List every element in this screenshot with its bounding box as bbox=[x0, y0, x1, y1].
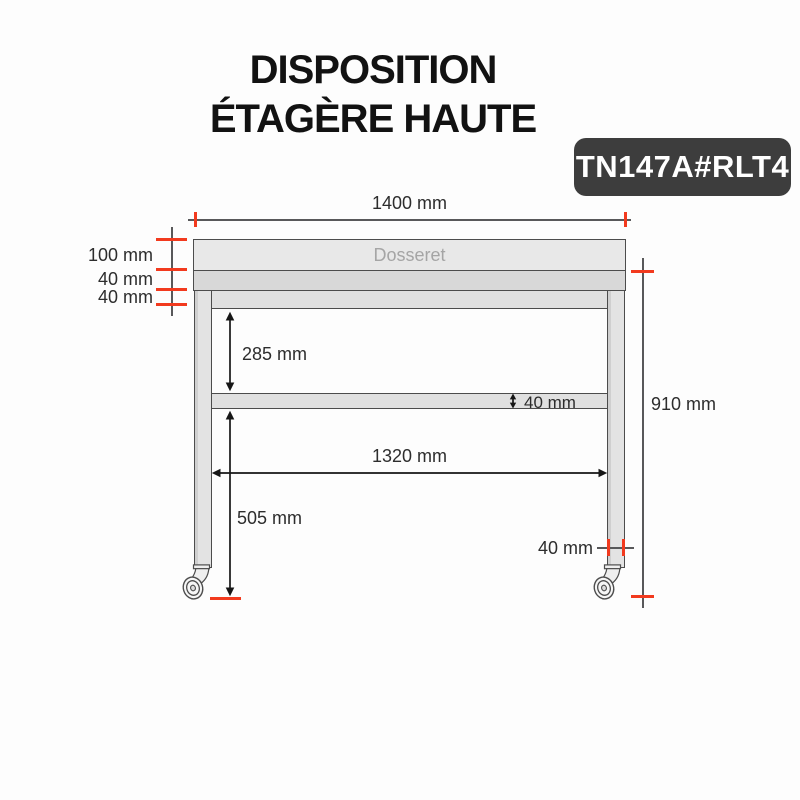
caster-wheel-icon bbox=[591, 564, 625, 601]
dim-label-dosseret-height: 100 mm bbox=[87, 245, 153, 265]
caster-wheel-icon bbox=[180, 564, 214, 601]
product-code: TN147A#RLT4 bbox=[575, 149, 790, 184]
dim-label-overall-height: 910 mm bbox=[651, 394, 717, 414]
dim-tick bbox=[156, 238, 187, 241]
page-title-line2: ÉTAGÈRE HAUTE bbox=[209, 97, 537, 141]
product-code-badge bbox=[574, 138, 791, 196]
dim-arrow-shelf-thickness bbox=[505, 393, 521, 409]
dim-label-frame-thickness: 40 mm bbox=[97, 287, 153, 307]
table-leg-left bbox=[194, 290, 212, 568]
dim-line-overall-width bbox=[188, 219, 631, 221]
dim-tick bbox=[156, 288, 187, 291]
dosseret-label: Dosseret bbox=[373, 244, 446, 265]
dim-label-leg-width: 40 mm bbox=[537, 538, 593, 558]
dim-label-lower-clearance: 505 mm bbox=[237, 508, 303, 528]
dim-label-upper-clearance: 285 mm bbox=[242, 344, 308, 364]
dim-arrow-lower-clearance bbox=[221, 410, 239, 597]
dim-tick bbox=[622, 539, 625, 556]
dosseret-panel bbox=[193, 239, 626, 271]
tabletop bbox=[193, 270, 626, 291]
table-leg-right bbox=[607, 290, 625, 568]
dim-tick bbox=[631, 270, 654, 273]
dim-tick bbox=[607, 539, 610, 556]
dim-tick bbox=[624, 212, 627, 227]
dim-label-top-thickness: 40 mm bbox=[97, 269, 153, 289]
dim-arrow-upper-clearance bbox=[221, 311, 239, 392]
page-title-line1: DISPOSITION bbox=[249, 48, 497, 92]
page-title bbox=[10, 46, 736, 144]
dim-label-shelf-thickness: 40 mm bbox=[524, 393, 576, 412]
dim-arrow-inner-width bbox=[211, 465, 608, 481]
dim-label-inner-width: 1320 mm bbox=[371, 446, 448, 466]
dim-line-overall-height bbox=[642, 258, 644, 608]
dim-tick bbox=[156, 303, 187, 306]
dim-tick bbox=[194, 212, 197, 227]
dim-tick bbox=[156, 268, 187, 271]
dim-line-leg-width bbox=[597, 547, 634, 549]
under-top-rail bbox=[211, 290, 608, 309]
dim-tick bbox=[210, 597, 241, 600]
dim-label-overall-width: 1400 mm bbox=[371, 193, 448, 213]
dim-tick bbox=[631, 595, 654, 598]
